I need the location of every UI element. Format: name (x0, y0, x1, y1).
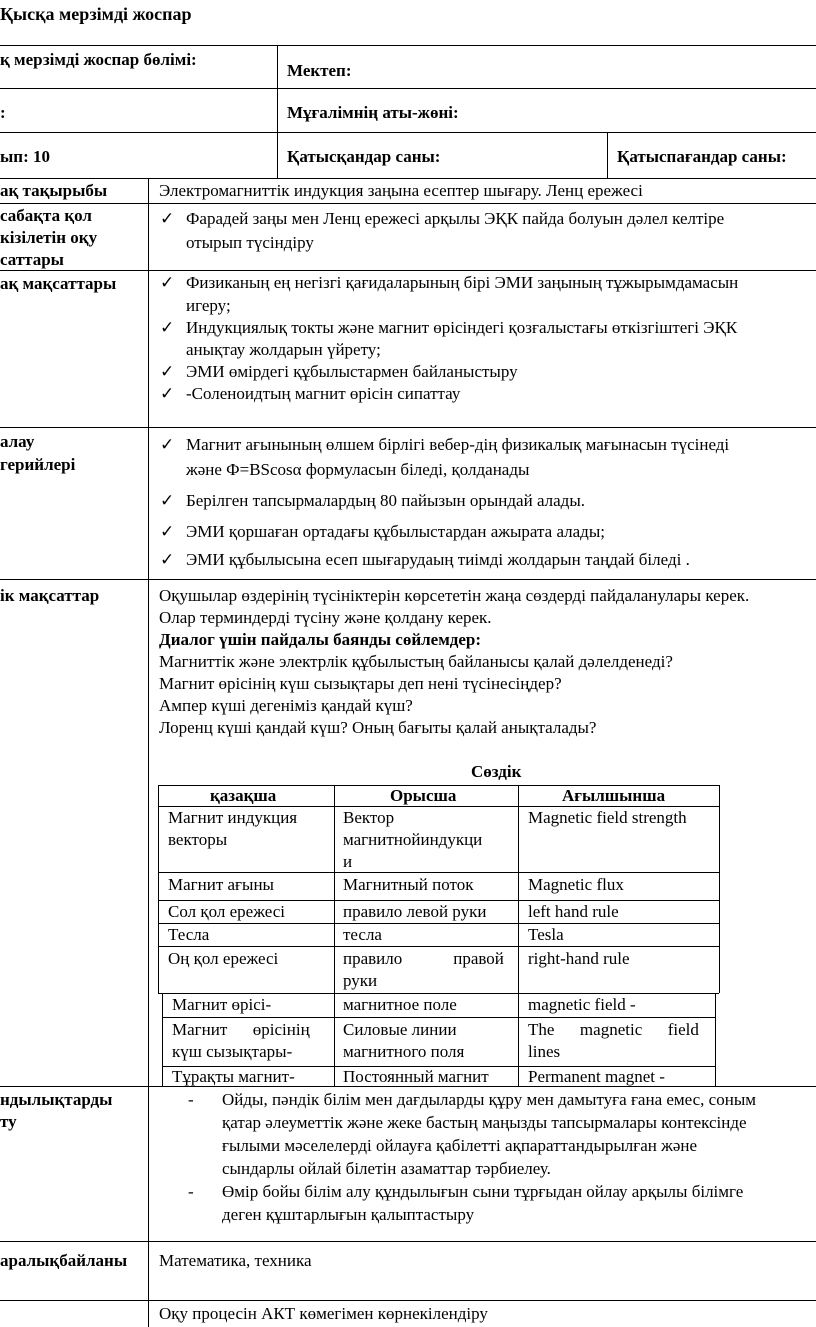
values-item-line: Өмір бойы білім алу құндылығын сыни тұрғыдан ойлау арқылы білімге (222, 1182, 744, 1201)
goal-item-line: Физиканың ең негізгі қағидаларының бірі ЭМИ заңының тұжырымдамасын (186, 273, 739, 292)
row-divider-goals (0, 427, 816, 428)
dict-cell: Магнит индукция (168, 808, 298, 827)
language-label: ік мақсаттар (0, 586, 100, 605)
criteria-item-line: ЭМИ қоршаған ортадағы құбылыстардан ажырата алады; (186, 522, 605, 541)
document-title: Қысқа мерзімді жоспар (0, 4, 192, 24)
criteria-item-line: және Ф=BScosα формуласын біледі, қолданады (186, 460, 530, 479)
dialogue-heading: Диалог үшін пайдалы баянды сөйлемдер: (159, 630, 482, 649)
header-top-border (0, 45, 816, 46)
cross-links-label: аралықбайланы (0, 1251, 128, 1270)
dict-cell: Магнитный поток (343, 875, 474, 894)
dict-cell: Магнит өрісі- (172, 995, 272, 1014)
dict-line (334, 785, 335, 993)
dict-cell: Permanent magnet - (528, 1067, 665, 1086)
dict-cell: тесла (343, 925, 382, 944)
lesson-goals-label: ақ мақсаттары (0, 274, 117, 293)
goal-item-line: ЭМИ өмірдегі құбылыстармен байланыстыру (186, 362, 518, 381)
values-item-line: Ойды, пәндік білім мен дағдыларды құру мен дамытуға ғана емес, соным (222, 1090, 757, 1109)
class-label: ып: 10 (0, 147, 50, 166)
dialogue-question: Ампер күші дегеніміз қандай күш? (159, 696, 413, 715)
dict-cell: правило правой (343, 949, 504, 968)
dict-header-kazakh: қазақша (210, 786, 277, 805)
dict-cell: right-hand rule (528, 949, 630, 968)
goal-item-line: анықтау жолдарын үйрету; (186, 340, 381, 359)
school-label: Мектеп: (287, 61, 352, 80)
values-item-line: қатар әлеуметтік және жеке бастың маңызды тапсырмалары контексінде (222, 1113, 747, 1132)
cross-links-value: Математика, техника (159, 1251, 312, 1270)
dict-line (158, 785, 159, 993)
section-label: қ мерзімді жоспар бөлімі: (0, 50, 197, 69)
objective-item-line: Фарадей заңы мен Ленц ережесі арқылы ЭҚК пайда болуын дәлел келтіре (186, 209, 725, 228)
dict-cell: Tesla (528, 925, 564, 944)
topic-value: Электромагниттік индукция заңына есептер шығару. Ленц ережесі (159, 181, 643, 200)
dict-line (158, 806, 719, 807)
dialogue-question: Магнит өрісінің күш сызықтары деп нені түсінесіңдер? (159, 674, 562, 693)
dict-line (158, 946, 719, 947)
row-divider-objectives (0, 270, 816, 271)
dict-cell: Сол қол ережесі (168, 902, 285, 921)
checkmark-icon: ✓ (160, 435, 175, 454)
dict-cell: Магнит өрісінің (172, 1020, 310, 1039)
dict-cell: Magnetic flux (528, 875, 624, 894)
dict-cell: Оң қол ережесі (168, 949, 279, 968)
header-col-divider-2 (607, 132, 608, 178)
dict-line (518, 785, 519, 993)
dash-bullet: - (188, 1090, 194, 1109)
dict-header-russian: Орысша (390, 786, 457, 805)
checkmark-icon: ✓ (160, 522, 175, 541)
ict-value: Оқу процесін АКТ көмегімен көрнекілендіру (159, 1304, 488, 1323)
dict-line (719, 785, 720, 993)
dict-cell: и (343, 852, 353, 871)
dict-line (162, 1017, 715, 1018)
dict-cell: Силовые линии (343, 1020, 457, 1039)
dictionary-title: Сөздік (471, 762, 522, 781)
dict-cell: magnetic field - (528, 995, 636, 1014)
dict-cell: Вектор (343, 808, 395, 827)
dict-cell: магнитного поля (343, 1042, 465, 1061)
goal-item-line: -Соленоидтың магнит өрісін сипаттау (186, 384, 461, 403)
row-divider-criteria (0, 579, 816, 580)
header-row-divider-1 (0, 88, 816, 89)
dict-cell: Тұрақты магнит- (172, 1067, 295, 1086)
dict-line (158, 993, 719, 994)
main-table-top (0, 178, 816, 179)
dict-cell: Magnetic field strength (528, 808, 687, 827)
dict-line (158, 923, 719, 924)
present-label: Қатысқандар саны: (287, 147, 441, 166)
checkmark-icon: ✓ (160, 550, 175, 569)
row-divider-topic (0, 203, 816, 204)
absent-label: Қатыспағандар саны: (617, 147, 787, 166)
row-divider-values (0, 1241, 816, 1242)
objectives-label-line-1: сабақта қол (0, 206, 92, 225)
header-row-divider-2 (0, 132, 816, 133)
dict-line (334, 993, 335, 1086)
criteria-item-line: ЭМИ құбылысына есеп шығарудаың тиімді жолдарын таңдай біледі . (186, 550, 690, 569)
values-item-line: сындарлы ойлай білетін азаматтар тәрбиелеу. (222, 1159, 551, 1178)
criteria-label-line-1: алау (0, 432, 35, 451)
teacher-label: Мұғалімнің аты-жөні: (287, 103, 459, 122)
dict-cell: The magnetic field (528, 1020, 699, 1039)
goal-item-line: игеру; (186, 296, 231, 315)
values-item-line: деген құштарлығын қалыптастыру (222, 1205, 475, 1224)
criteria-item-line: Магнит ағынының өлшем бірлігі вебер-дің физикалық мағынасын түсінеді (186, 435, 730, 454)
language-intro-line: Олар терминдерді түсіну және қолдану керек. (159, 608, 492, 627)
language-intro-line: Оқушылар өздерінің түсініктерін көрсететін жаңа сөздерді пайдаланулары керек. (159, 586, 750, 605)
values-item-line: ғылыми мәселелерді ойлауға қабілетті ақпараттандырылған және (222, 1136, 698, 1155)
checkmark-icon: ✓ (160, 362, 175, 381)
main-col-divider (148, 178, 149, 1327)
dict-cell: lines (528, 1042, 561, 1061)
dict-cell: магнитное поле (343, 995, 457, 1014)
row-divider-cross (0, 1300, 816, 1301)
checkmark-icon: ✓ (160, 491, 175, 510)
objectives-label-line-2: кізілетін оқу (0, 228, 98, 247)
checkmark-icon: ✓ (160, 384, 175, 403)
topic-label: ақ тақырыбы (0, 181, 108, 200)
dict-cell: векторы (168, 830, 228, 849)
dict-cell: Магнит ағыны (168, 875, 274, 894)
dict-cell: left hand rule (528, 902, 619, 921)
dict-line (518, 993, 519, 1086)
date-label: : (0, 103, 6, 122)
objective-item-line: отырып түсіндіру (186, 233, 314, 252)
dict-line (158, 900, 719, 901)
dict-line (715, 993, 716, 1086)
values-label-line-2: ту (0, 1112, 17, 1131)
goal-item-line: Индукциялық токты және магнит өрісіндегі қозғалыстағы өткізгіштегі ЭҚК (186, 318, 738, 337)
checkmark-icon: ✓ (160, 209, 175, 228)
header-col-divider (277, 45, 278, 178)
checkmark-icon: ✓ (160, 273, 175, 292)
values-label-line-1: ндылықтарды (0, 1090, 113, 1109)
dict-cell: Тесла (168, 925, 210, 944)
dialogue-question: Магниттік және электрлік құбылыстың байланысы қалай дәлелденеді? (159, 652, 673, 671)
dict-line (162, 993, 163, 1086)
criteria-label-line-2: герийлері (0, 455, 76, 474)
objectives-label-line-3: саттары (0, 250, 64, 269)
criteria-item-line: Берілген тапсырмалардың 80 пайызын орындай алады. (186, 491, 585, 510)
dash-bullet: - (188, 1182, 194, 1201)
dict-line (158, 872, 719, 873)
dict-cell: күш сызықтары- (172, 1042, 293, 1061)
checkmark-icon: ✓ (160, 318, 175, 337)
dict-header-english: Ағылшынша (562, 786, 666, 805)
dict-cell: руки (343, 971, 378, 990)
dict-cell: Постоянный магнит (343, 1067, 489, 1086)
dict-cell: правило левой руки (343, 902, 487, 921)
dialogue-question: Лоренц күші қандай күш? Оның бағыты қалай анықталады? (159, 718, 597, 737)
dict-cell: магнитнойиндукци (343, 830, 483, 849)
